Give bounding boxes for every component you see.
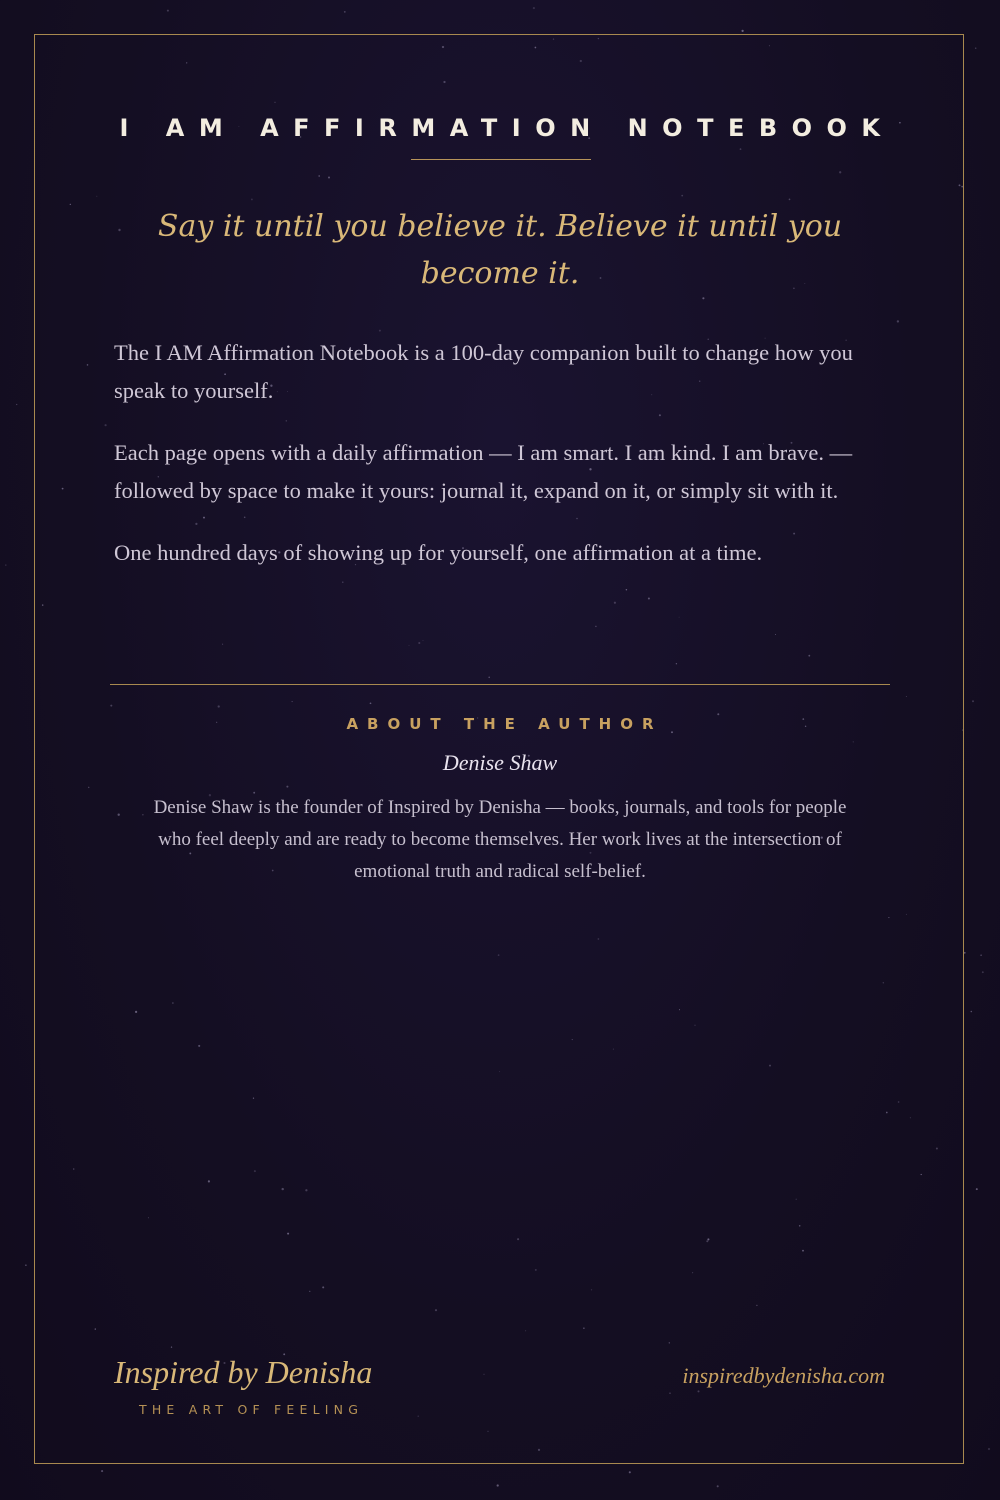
- title-underline: [411, 159, 591, 160]
- star-dot: [25, 1264, 26, 1265]
- description-paragraph: The I AM Affirmation Notebook is a 100-day companion built to change how you speak to yourself.: [114, 340, 853, 403]
- tagline-quote: Say it until you believe it. Believe it until you become it.: [157, 209, 843, 291]
- star-dot: [741, 30, 743, 32]
- star-dot: [16, 404, 17, 405]
- star-dot: [167, 10, 169, 12]
- star-dot: [717, 1485, 719, 1487]
- star-dot: [972, 700, 974, 702]
- star-dot: [988, 1448, 990, 1450]
- star-dot: [101, 1470, 103, 1472]
- star-dot: [976, 1188, 978, 1190]
- description-paragraph: One hundred days of showing up for yourself, one affirmation at a time.: [114, 540, 763, 565]
- about-author-heading: ABOUT THE AUTHOR: [346, 715, 663, 733]
- star-dot: [982, 971, 984, 973]
- author-name: Denise Shaw: [442, 750, 558, 775]
- star-dot: [964, 952, 966, 954]
- star-dot: [975, 47, 976, 48]
- star-dot: [980, 954, 982, 956]
- star-dot: [971, 1011, 973, 1013]
- book-description: [114, 334, 889, 596]
- star-dot: [629, 1471, 631, 1473]
- star-dot: [5, 564, 6, 565]
- series-title: I AM AFFIRMATION NOTEBOOK: [119, 114, 895, 142]
- website-link[interactable]: inspiredbydenisha.com: [682, 1363, 885, 1388]
- star-dot: [344, 11, 346, 13]
- section-divider: [110, 684, 890, 685]
- author-bio: Denise Shaw is the founder of Inspired by Denisha — books, journals, and tools for people who feel deeply and are ready to become themselves. Her work lives at the intersection of emotional truth and radical self-belief.: [153, 797, 847, 882]
- description-paragraph: Each page opens with a daily affirmation — I am smart. I am kind. I am brave. — followed by space to make it yours: journal it, expand on it, or simply sit with it.: [114, 440, 853, 503]
- star-dot: [533, 7, 535, 9]
- star-dot: [497, 1484, 499, 1486]
- brand-name: Inspired by Denisha: [114, 1354, 373, 1390]
- brand-tagline: THE ART OF FEELING: [139, 1402, 364, 1417]
